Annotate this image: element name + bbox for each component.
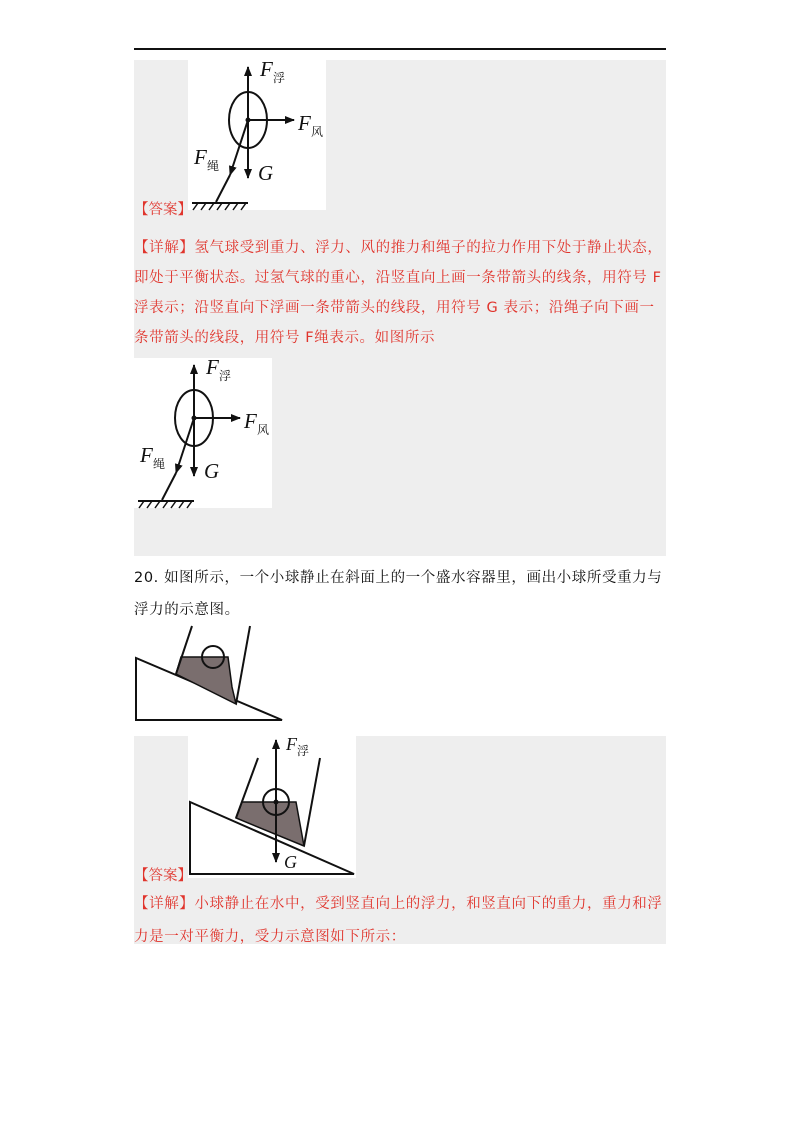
f-wind-label: F <box>298 111 311 135</box>
f-buoy-label: F <box>286 734 297 754</box>
gravity-label: G <box>284 852 297 872</box>
gravity-label: G <box>204 459 220 483</box>
ground-hatch <box>139 501 192 508</box>
svg-text:浮: 浮 <box>297 744 310 758</box>
gravity-label: G <box>258 161 274 185</box>
q20-question-figure <box>134 622 286 724</box>
header-rule <box>134 48 666 50</box>
f-rope-label: F <box>194 145 207 169</box>
rope-line <box>162 473 176 500</box>
water <box>236 802 304 846</box>
f-wind-label: F <box>244 409 257 433</box>
svg-text:风: 风 <box>311 125 324 139</box>
q19-detail-figure <box>134 355 272 508</box>
svg-text:绳: 绳 <box>153 457 166 471</box>
rope-line <box>216 175 230 202</box>
q20-detail-text: 【详解】小球静止在水中，受到竖直向上的浮力，和竖直向下的重力，重力和浮力是一对平衡力，受力示意图如下所示： <box>134 896 663 945</box>
ground-hatch <box>193 203 246 210</box>
svg-text:浮: 浮 <box>273 71 286 85</box>
container-right-wall <box>236 626 250 704</box>
q20-answer-label: 【答案】 <box>134 868 192 884</box>
q20-question-text: 20. 如图所示，一个小球静止在斜面上的一个盛水容器里，画出小球所受重力与浮力的示意图。 <box>134 570 663 618</box>
f-rope-label: F <box>140 443 153 467</box>
water <box>176 657 236 704</box>
q19-answer-label: 【答案】 <box>134 202 192 218</box>
svg-text:风: 风 <box>257 423 270 437</box>
f-buoy-label: F <box>260 57 273 81</box>
q20-answer-figure <box>188 736 356 878</box>
svg-text:浮: 浮 <box>219 369 232 383</box>
svg-text:绳: 绳 <box>207 159 220 173</box>
q19-answer-figure <box>188 57 326 210</box>
f-buoy-label: F <box>206 355 219 379</box>
q19-detail-text: 【详解】氢气球受到重力、浮力、风的推力和绳子的拉力作用下处于静止状态，即处于平衡状态。过氢气球的重心，沿竖直向上画一条带箭头的线条，用符号 F浮表示；沿竖直向下浮画一条带箭头的线段，用符号 G 表示；沿绳子向下画一条带箭头的线段，用符号 F绳表示。如图所示 <box>134 240 663 346</box>
container-right-wall <box>304 758 320 846</box>
